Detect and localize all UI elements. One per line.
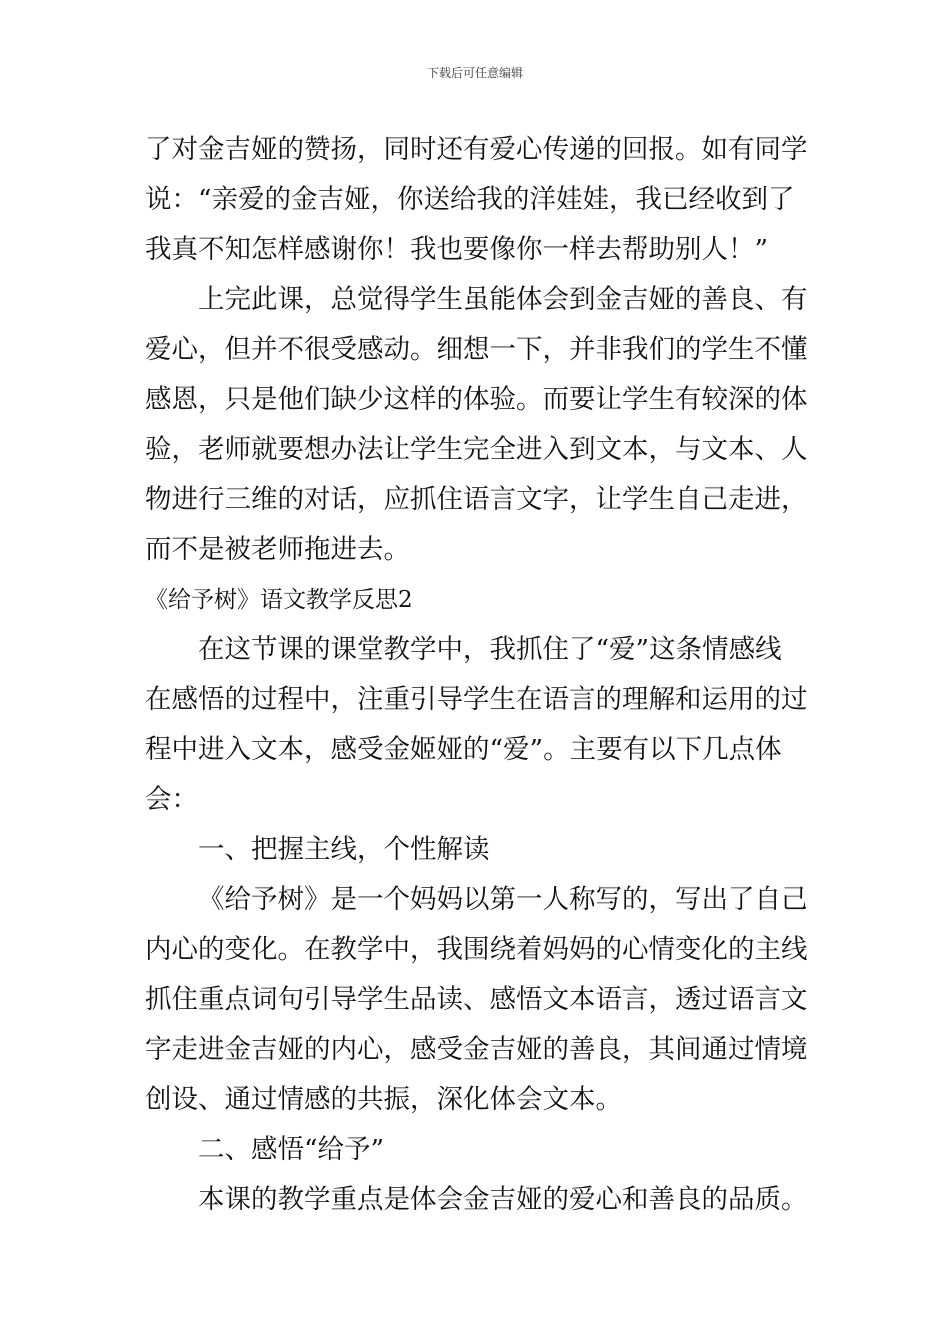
text-line: 而不是被老师拖进去。 — [145, 534, 410, 565]
text-line: 说：“亲爱的金吉娅，你送给我的洋娃娃，我已经收到了 — [145, 184, 795, 215]
text-line: 创设、通过情感的共振，深化体会文本。 — [145, 1084, 622, 1115]
text-line: 抓住重点词句引导学生品读、感悟文本语言，透过语言文 — [145, 984, 808, 1015]
subheading: 一、把握主线，个性解读 — [198, 834, 490, 865]
document-body — [145, 125, 810, 1225]
text-line: 内心的变化。在教学中，我围绕着妈妈的心情变化的主线 — [145, 934, 808, 965]
text-line: 感恩，只是他们缺少这样的体验。而要让学生有较深的体 — [145, 384, 808, 415]
text-line: 《给予树》是一个妈妈以第一人称写的，写出了自己 — [198, 884, 808, 915]
text-line: 会： — [145, 784, 198, 815]
page-header-note: 下载后可任意编辑 — [426, 66, 523, 80]
text-line: 验，老师就要想办法让学生完全进入到文本，与文本、人 — [145, 434, 808, 465]
text-line: 字走进金吉娅的内心，感受金吉娅的善良，其间通过情境 — [145, 1034, 808, 1065]
text-line: 本课的教学重点是体会金吉娅的爱心和善良的品质。 — [198, 1184, 808, 1215]
section-title: 《给予树》语文教学反思2 — [145, 587, 413, 613]
text-line: 上完此课，总觉得学生虽能体会到金吉娅的善良、有 — [198, 284, 808, 315]
subheading: 二、感悟“给予” — [198, 1134, 385, 1165]
text-line: 在这节课的课堂教学中，我抓住了“爱”这条情感线 — [198, 634, 782, 665]
text-line: 物进行三维的对话，应抓住语言文字，让学生自己走进， — [145, 484, 808, 515]
text-line: 爱心，但并不很受感动。细想一下，并非我们的学生不懂 — [145, 334, 808, 365]
text-line: 在感悟的过程中，注重引导学生在语言的理解和运用的过 — [145, 684, 808, 715]
text-line: 程中进入文本，感受金姬娅的“爱”。主要有以下几点体 — [145, 734, 782, 765]
text-line: 了对金吉娅的赞扬，同时还有爱心传递的回报。如有同学 — [145, 134, 808, 165]
text-line: 我真不知怎样感谢你！我也要像你一样去帮助别人！” — [145, 234, 769, 265]
